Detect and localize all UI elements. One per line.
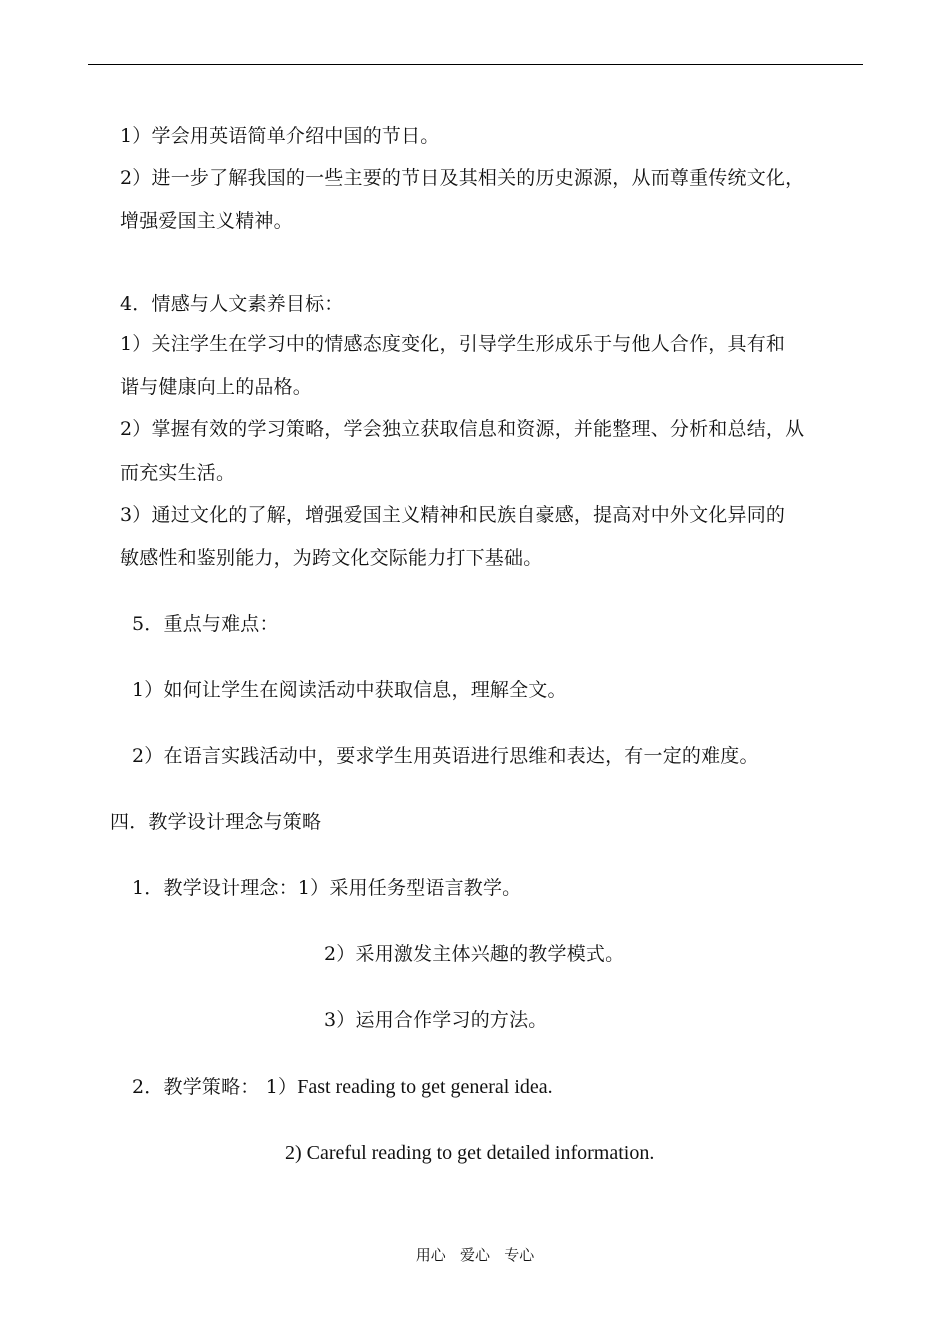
emotion-goal-2-line1: 2）掌握有效的学习策略，学会独立获取信息和资源，并能整理、分析和总结，从 <box>120 418 805 440</box>
header-rule <box>88 64 863 65</box>
key-point-1: 1）如何让学生在阅读活动中获取信息，理解全文。 <box>132 679 567 701</box>
part-4-heading: 四．教学设计理念与策略 <box>110 811 322 833</box>
section-4-heading: 4．情感与人文素养目标： <box>120 293 344 315</box>
design-concept-3: 3）运用合作学习的方法。 <box>324 1009 548 1031</box>
teaching-strategy-line <box>132 1075 553 1099</box>
teaching-strategy-label: 2．教学策略： 1） <box>132 1076 298 1098</box>
teaching-strategy-1: Fast reading to get general idea. <box>297 1076 553 1098</box>
emotion-goal-1-line2: 谐与健康向上的品格。 <box>120 376 313 398</box>
design-concept-2: 2）采用激发主体兴趣的教学模式。 <box>324 943 625 965</box>
knowledge-goal-1: 1）学会用英语简单介绍中国的节日。 <box>120 125 440 147</box>
page-footer: 用心 爱心 专心 <box>415 1246 535 1264</box>
emotion-goal-2-line2: 而充实生活。 <box>120 462 236 484</box>
emotion-goal-1-line1: 1）关注学生在学习中的情感态度变化，引导学生形成乐于与他人合作，具有和 <box>120 333 786 355</box>
emotion-goal-3-line1: 3）通过文化的了解，增强爱国主义精神和民族自豪感，提高对中外文化异同的 <box>120 504 786 526</box>
design-concept-1: 1．教学设计理念：1）采用任务型语言教学。 <box>132 877 522 899</box>
section-5-heading: 5．重点与难点： <box>132 613 279 635</box>
emotion-goal-3-line2: 敏感性和鉴别能力，为跨文化交际能力打下基础。 <box>120 547 543 569</box>
key-point-2: 2）在语言实践活动中，要求学生用英语进行思维和表达，有一定的难度。 <box>132 745 759 767</box>
knowledge-goal-2-line1: 2）进一步了解我国的一些主要的节日及其相关的历史源源，从而尊重传统文化， <box>120 167 805 189</box>
teaching-strategy-2: 2) Careful reading to get detailed information. <box>285 1142 655 1164</box>
knowledge-goal-2-line2: 增强爱国主义精神。 <box>120 210 293 232</box>
